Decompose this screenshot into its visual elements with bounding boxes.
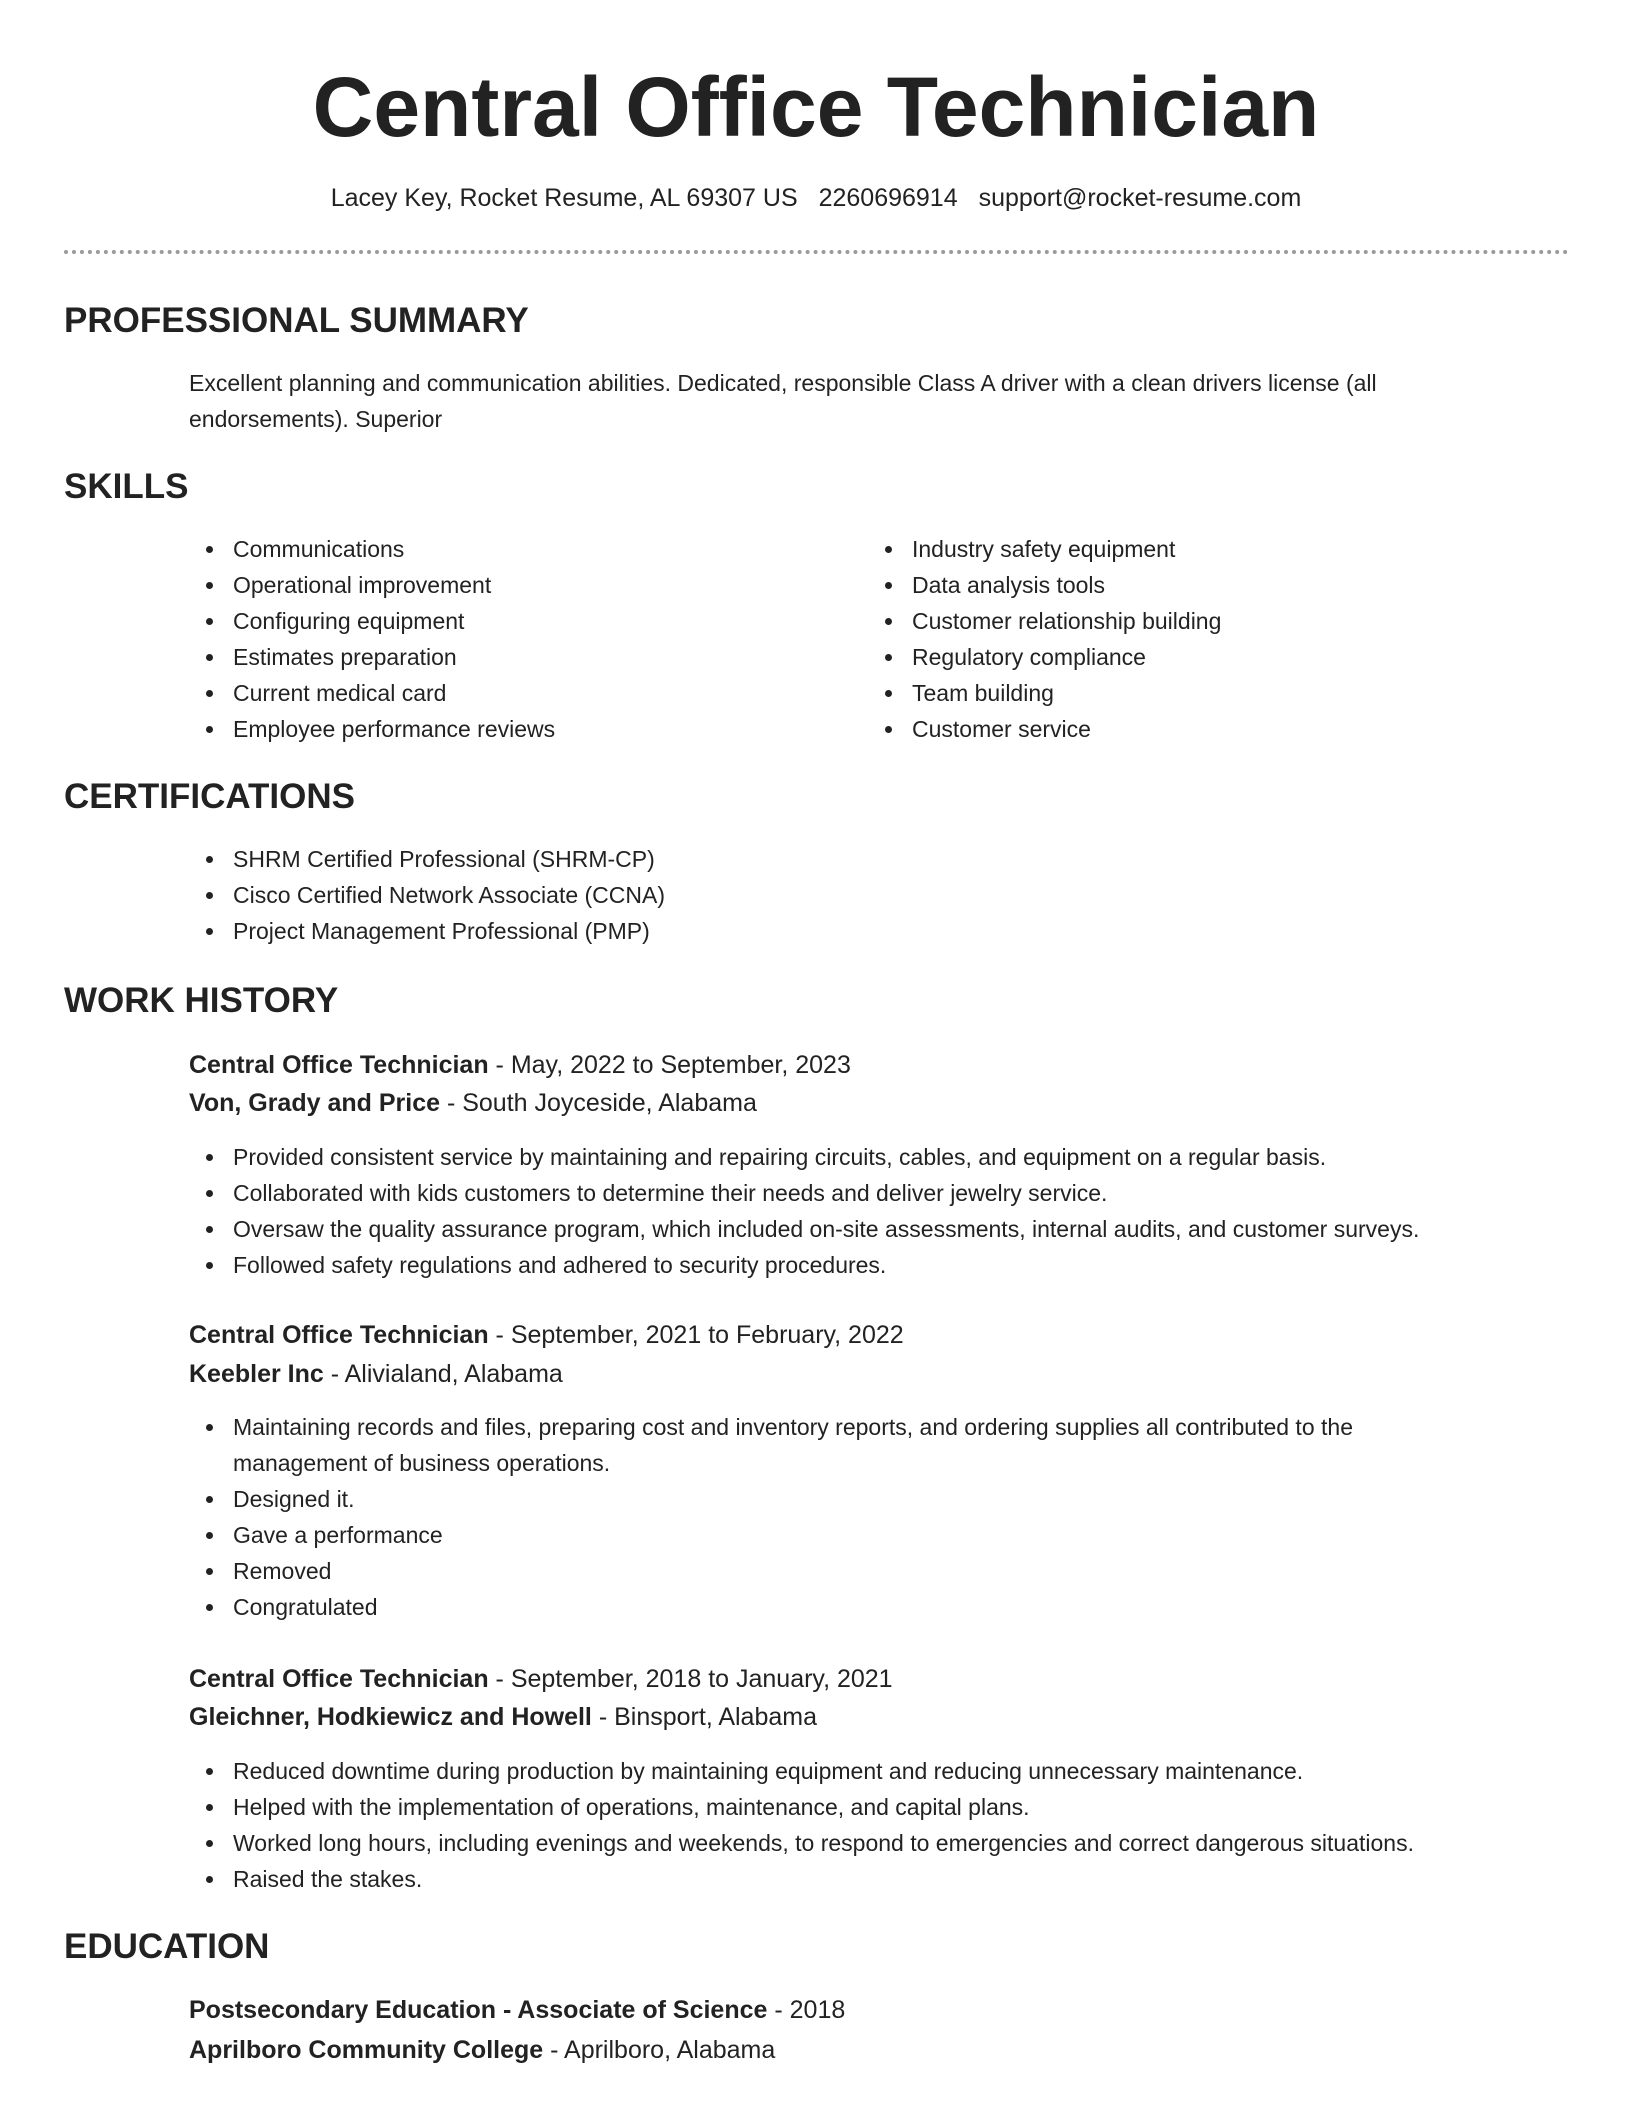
skill-item: Operational improvement	[189, 567, 829, 603]
certifications-list	[189, 841, 1509, 949]
job-dates: - September, 2018 to January, 2021	[488, 1665, 893, 1693]
job-location: - Alivialand, Alabama	[323, 1360, 563, 1388]
job-title: Central Office Technician	[189, 1321, 489, 1349]
job-title: Central Office Technician	[189, 1665, 489, 1693]
skill-item: Communications	[189, 531, 829, 567]
job-bullet: Designed it.	[189, 1481, 1489, 1517]
job-title-line	[189, 1660, 893, 1698]
skill-item: Industry safety equipment	[868, 531, 1508, 567]
job-bullet: Worked long hours, including evenings and weekends, to respond to emergencies and correct dangerous situations.	[189, 1825, 1529, 1861]
job-company: Von, Grady and Price	[189, 1089, 441, 1117]
job-bullet: Followed safety regulations and adhered to security procedures.	[189, 1247, 1529, 1283]
education-heading: EDUCATION	[64, 1927, 270, 1966]
job-bullets	[189, 1139, 1529, 1283]
job-bullet: Raised the stakes.	[189, 1861, 1529, 1897]
certification-item: Cisco Certified Network Associate (CCNA)	[189, 877, 1509, 913]
skill-item: Customer service	[868, 711, 1508, 747]
job-location: - South Joyceside, Alabama	[440, 1089, 757, 1117]
job-bullet: Oversaw the quality assurance program, which included on-site assessments, internal audits, and customer surveys.	[189, 1211, 1529, 1247]
certification-item: Project Management Professional (PMP)	[189, 913, 1509, 949]
job-company: Keebler Inc	[189, 1360, 324, 1388]
education-location: - Aprilboro, Alabama	[543, 2036, 776, 2064]
skills-list-left	[189, 531, 829, 747]
job-bullets	[189, 1753, 1529, 1897]
skill-item: Current medical card	[189, 675, 829, 711]
job-bullet: Congratulated	[189, 1589, 1489, 1625]
skill-item: Data analysis tools	[868, 567, 1508, 603]
skill-item: Employee performance reviews	[189, 711, 829, 747]
contact-line	[0, 180, 1632, 216]
job-bullet: Provided consistent service by maintaining and repairing circuits, cables, and equipment on a regular basis.	[189, 1139, 1529, 1175]
job-company-line	[189, 1355, 563, 1393]
education-year: - 2018	[767, 1996, 846, 2024]
skill-item: Regulatory compliance	[868, 639, 1508, 675]
skill-item: Team building	[868, 675, 1508, 711]
job-dates: - May, 2022 to September, 2023	[488, 1051, 851, 1079]
job-title-line	[189, 1316, 904, 1354]
job-dates: - September, 2021 to February, 2022	[488, 1321, 904, 1349]
job-bullet: Maintaining records and files, preparing cost and inventory reports, and ordering supplies all contributed to the management of business operations.	[189, 1409, 1489, 1481]
job-bullet: Reduced downtime during production by maintaining equipment and reducing unnecessary maintenance.	[189, 1753, 1529, 1789]
job-location: - Binsport, Alabama	[591, 1703, 818, 1731]
work-history-heading: WORK HISTORY	[64, 981, 339, 1020]
education-degree: Postsecondary Education - Associate of Science	[189, 1996, 768, 2024]
certifications-heading: CERTIFICATIONS	[64, 777, 356, 816]
job-bullets	[189, 1409, 1489, 1625]
skill-item: Configuring equipment	[189, 603, 829, 639]
skills-list-right	[868, 531, 1508, 747]
job-bullet: Helped with the implementation of operations, maintenance, and capital plans.	[189, 1789, 1529, 1825]
skills-heading: SKILLS	[64, 467, 189, 506]
summary-heading: PROFESSIONAL SUMMARY	[64, 301, 529, 340]
contact-address: Lacey Key, Rocket Resume, AL 69307 US	[330, 184, 798, 212]
skill-item: Estimates preparation	[189, 639, 829, 675]
education-school-line	[189, 2031, 775, 2069]
job-title-line	[189, 1046, 851, 1084]
job-bullet: Collaborated with kids customers to determine their needs and deliver jewelry service.	[189, 1175, 1529, 1211]
certification-item: SHRM Certified Professional (SHRM-CP)	[189, 841, 1509, 877]
contact-phone: 2260696914	[818, 184, 958, 212]
skill-item: Customer relationship building	[868, 603, 1508, 639]
education-degree-line	[189, 1991, 845, 2029]
job-company-line	[189, 1698, 817, 1736]
job-company: Gleichner, Hodkiewicz and Howell	[189, 1703, 592, 1731]
resume-title: Central Office Technician	[312, 60, 1320, 154]
job-bullet: Gave a performance	[189, 1517, 1489, 1553]
job-title: Central Office Technician	[189, 1051, 489, 1079]
summary-text: Excellent planning and communication abilities. Dedicated, responsible Class A driver with a clean drivers license (all endorsements). Superior	[189, 370, 1377, 432]
contact-email: support@rocket-resume.com	[978, 184, 1302, 212]
job-bullet: Removed	[189, 1553, 1489, 1589]
job-company-line	[189, 1084, 757, 1122]
header-divider	[64, 250, 1569, 254]
education-school: Aprilboro Community College	[189, 2036, 544, 2064]
